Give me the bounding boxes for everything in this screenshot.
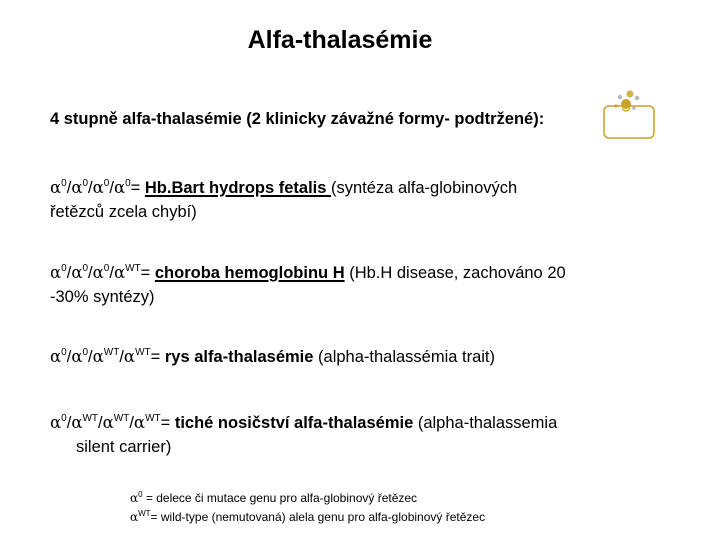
desc-hbh-disease: (Hb.H disease, zachováno 20 <box>344 264 566 282</box>
row-bart-hydrops: $\alpha^0/\alpha^0/\alpha^0/\alpha^0=$ Hb.Bart hydrops fetalis (syntéza alfa-globinových řetězců zcela chybí) <box>50 178 518 221</box>
term-trait: rys alfa-thalasémie <box>160 348 314 366</box>
desc-bart-hydrops-cont: řetězců zcela chybí) <box>50 203 197 221</box>
row-silent-carrier: $\alpha^0/\alpha^{WT}/\alpha^{WT}/\alpha^{WT}=$ tiché nosičství alfa-thalasémie (alpha-thalassemia silent carrier) <box>50 413 558 456</box>
row-trait: $\alpha^0/\alpha^0/\alpha^{WT}/\alpha^{WT}=$ rys alfa-thalasémie (alpha-thalassémia trait) <box>50 347 496 366</box>
row-hbh-disease: $\alpha^0/\alpha^0/\alpha^0/\alpha^{WT}=$ choroba hemoglobinu H (Hb.H disease, zachováno 20 -30% syntézy) <box>50 263 566 306</box>
footnote-alpha-zero: $\alpha^0$ = delece či mutace genu pro alfa-globinový řetězec <box>130 490 418 505</box>
ornament-logo-icon <box>600 84 658 140</box>
footnotes <box>130 489 485 527</box>
title-text: Alfa-thalasémie <box>247 26 433 54</box>
term-bart-hydrops: Hb.Bart hydrops fetalis <box>144 179 332 197</box>
desc-hbh-disease-cont: -30% syntézy) <box>50 288 155 306</box>
term-silent-carrier: tiché nosičství alfa-thalasémie <box>170 414 414 432</box>
term-hbh-disease: choroba hemoglobinu H <box>154 264 345 282</box>
desc-silent-carrier: (alpha-thalassemia <box>413 414 558 432</box>
footnote-alpha-wt: $\alpha^{WT}=$ wild-type (nemutovaná) alela genu pro alfa-globinový řetězec <box>130 509 486 524</box>
desc-silent-carrier-cont: silent carrier) <box>76 438 172 456</box>
intro-text: 4 stupně alfa-thalasémie (2 klinicky závažné formy- podtržené): <box>50 110 545 128</box>
page-title <box>0 26 720 55</box>
desc-trait: (alpha-thalassémia trait) <box>313 348 496 366</box>
desc-bart-hydrops: (syntéza alfa-globinových <box>331 179 518 197</box>
